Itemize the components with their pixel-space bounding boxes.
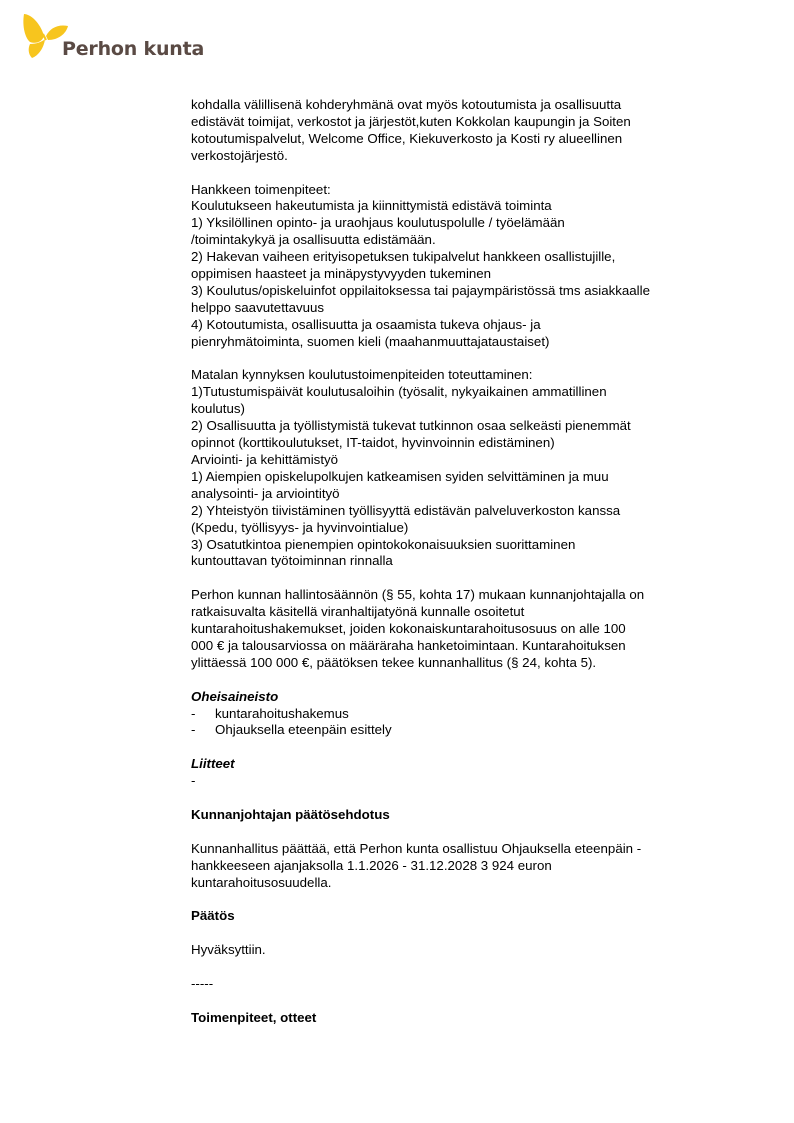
text-line: koulutus) [191, 401, 245, 417]
list-dash: - [191, 722, 196, 738]
text-line: Hankkeen toimenpiteet: [191, 181, 331, 197]
separator: ----- [191, 975, 214, 991]
text-line: Arviointi- ja kehittämistyö [191, 452, 339, 467]
low-threshold-actions [191, 367, 701, 570]
text-line: verkostojärjestö. [191, 147, 288, 163]
page-header [20, 12, 220, 64]
text-line: kuntouttavan työtoiminnan rinnalla [191, 553, 393, 569]
text-line: 000 € ja talousarviossa on määräraha hanketoimintaan. Kuntarahoituksen [191, 637, 626, 653]
text-line: Matalan kynnyksen koulutustoimenpiteiden toteuttaminen: [191, 367, 533, 383]
decision-text: Hyväksyttiin. [191, 942, 266, 958]
text-line: ylittäessä 100 000 €, päätöksen tekee kunnanhallitus (§ 24, kohta 5). [191, 654, 597, 670]
municipality-name: Perhon kunta [62, 38, 205, 60]
text-line: 1)Tutustumispäivät koulutusaloihin (työsalit, nykyaikainen ammatillinen [191, 384, 607, 400]
text-line: ratkaisuvalta käsitellä viranhaltijatyönä kunnalle osoitetut [191, 604, 525, 620]
attachments-heading: Oheisaineisto [191, 688, 279, 704]
text-line: opinnot (korttikoulutukset, IT-taidot, hyvinvoinnin edistäminen) [191, 435, 555, 451]
measures-heading: Toimenpiteet, otteet [191, 1009, 317, 1025]
text-line: 3) Koulutus/opiskeluinfot oppilaitoksessa tai pajaympäristössä tms asiakkaalle [191, 282, 650, 298]
text-line: 2) Yhteistyön tiivistäminen työllisyyttä edistävän palveluverkoston kanssa [191, 502, 621, 518]
list-item [191, 722, 701, 739]
text-line: kuntarahoitusosuudella. [191, 874, 332, 890]
text-line: helppo saavutettavuus [191, 299, 325, 315]
intro-paragraph [191, 97, 701, 165]
text-line: kotoutumispalvelut, Welcome Office, Kiekuverkosto ja Kosti ry alueellinen [191, 130, 623, 146]
text-line: (Kpedu, työllisyys- ja hyvinvointialue) [191, 519, 409, 535]
document-body [191, 97, 701, 1027]
text-line: Kunnanhallitus päättää, että Perhon kunta osallistuu Ohjauksella eteenpäin - [191, 840, 642, 856]
text-line: /toimintakykyä ja osallisuutta edistämään. [191, 232, 436, 248]
text-line: analysointi- ja arviointityö [191, 485, 340, 501]
text-line: hankkeeseen ajanjaksolla 1.1.2026 - 31.12.2028 3 924 euron [191, 857, 552, 873]
list-dash: - [191, 705, 196, 721]
decision-heading: Päätös [191, 908, 235, 924]
text-line: 1) Yksilöllinen opinto- ja uraohjaus koulutuspolulle / työelämään [191, 215, 565, 231]
list-item-text: kuntarahoitushakemus [215, 705, 349, 721]
text-line: Koulutukseen hakeutumista ja kiinnittymistä edistävä toiminta [191, 198, 552, 214]
text-line: kohdalla välillisenä kohderyhmänä ovat myös kotoutumista ja osallisuutta [191, 97, 622, 112]
proposal-paragraph [191, 841, 701, 892]
list-item [191, 706, 701, 723]
project-actions [191, 182, 701, 351]
text-line: 1) Aiempien opiskelupolkujen katkeamisen syiden selvittäminen ja muu [191, 468, 609, 484]
proposal-heading: Kunnanjohtajan päätösehdotus [191, 806, 390, 822]
text-line: 2) Osallisuutta ja työllistymistä tukevat tutkinnon osaa selkeästi pienemmät [191, 418, 631, 434]
authority-paragraph [191, 587, 701, 672]
text-line: 2) Hakevan vaiheen erityisopetuksen tukipalvelut hankkeen osallistujille, [191, 249, 616, 265]
text-line: oppimisen haasteet ja minäpystyvyyden tukeminen [191, 266, 492, 282]
text-line: kuntarahoitushakemukset, joiden kokonaiskuntarahoitusosuus on alle 100 [191, 621, 626, 637]
text-line: 3) Osatutkintoa pienempien opintokokonaisuuksien suorittaminen [191, 536, 576, 552]
liitteet-heading: Liitteet [191, 756, 235, 772]
list-item-text: Ohjauksella eteenpäin esittely [215, 722, 392, 738]
liitteet-value: - [191, 773, 196, 789]
text-line: Perhon kunnan hallintosäännön (§ 55, kohta 17) mukaan kunnanjohtajalla on [191, 587, 645, 603]
text-line: pienryhmätoiminta, suomen kieli (maahanmuuttajataustaiset) [191, 333, 550, 349]
text-line: edistävät toimijat, verkostot ja järjestöt,kuten Kokkolan kaupungin ja Soiten [191, 113, 631, 129]
text-line: 4) Kotoutumista, osallisuutta ja osaamista tukeva ohjaus- ja [191, 316, 541, 332]
